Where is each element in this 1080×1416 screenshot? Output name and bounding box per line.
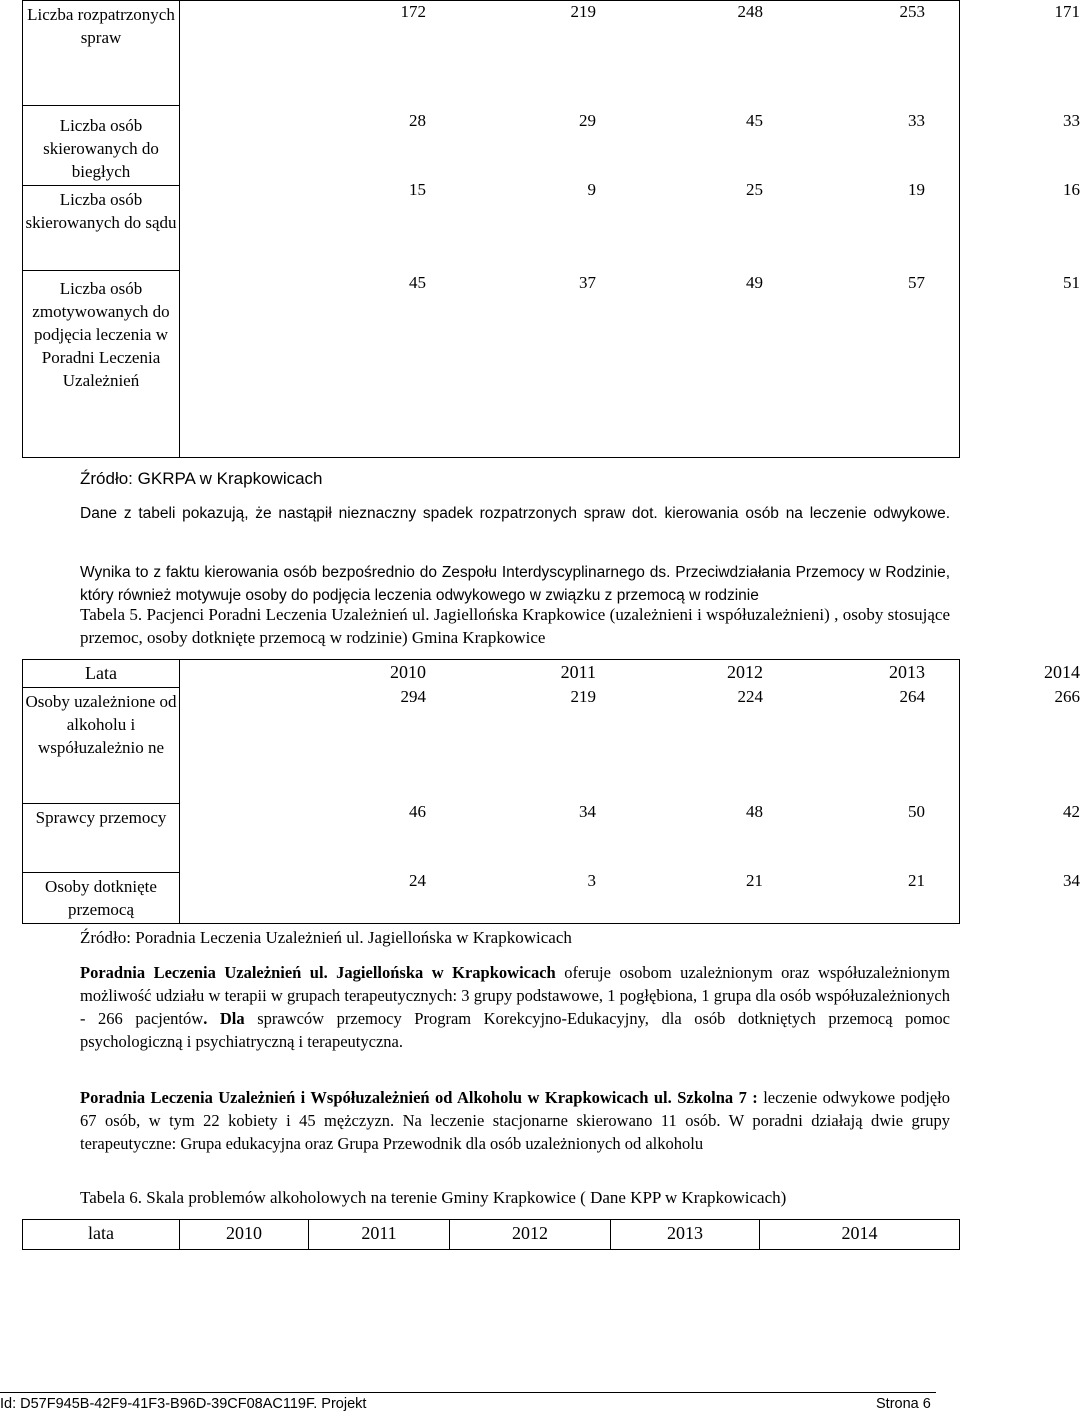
paragraph-clinic-szkolna bbox=[80, 1086, 950, 1155]
cell: 253 bbox=[899, 2, 925, 21]
header-label: lata bbox=[23, 1220, 180, 1250]
cell: 50 bbox=[908, 802, 925, 821]
bold-text: Poradnia Leczenia Uzależnień i Współuzależnień od Alkoholu w Krapkowicach ul. Szkolna 7 : bbox=[80, 1088, 758, 1107]
cell: 19 bbox=[908, 180, 925, 199]
footer-divider bbox=[0, 1392, 936, 1393]
row-label: Osoby uzależnione od alkoholu i współuzależnio ne bbox=[23, 688, 180, 804]
cell: 45 bbox=[746, 111, 763, 130]
bold-text: . Dla bbox=[203, 1009, 245, 1028]
values-area bbox=[180, 1, 1080, 458]
cell: 266 bbox=[1054, 687, 1080, 706]
paragraph-summary: Dane z tabeli pokazują, że nastąpił nieznaczny spadek rozpatrzonych spraw dot. kierowania osób na leczenie odwykowe. bbox=[80, 505, 950, 522]
paragraph-clinic-jagiellonska bbox=[80, 961, 950, 1053]
row-label: Sprawcy przemocy bbox=[23, 804, 180, 873]
table5-caption: Tabela 5. Pacjenci Poradni Leczenia Uzależnień ul. Jagiellońska Krapkowice (uzależnieni i współuzależnieni) , osoby stosujące przemoc, osoby dotknięte przemocą w rodzinie) Gmina Krapkowice bbox=[80, 605, 950, 647]
cell: 24 bbox=[409, 871, 426, 890]
cell: 28 bbox=[409, 111, 426, 130]
year-header: 2014 bbox=[1044, 662, 1080, 682]
cell: 29 bbox=[579, 111, 596, 130]
year-header: 2014 bbox=[760, 1220, 960, 1250]
values-area bbox=[180, 660, 1080, 924]
cell: 219 bbox=[570, 2, 596, 21]
cell: 219 bbox=[570, 687, 596, 706]
cell: 46 bbox=[409, 802, 426, 821]
cell: 248 bbox=[737, 2, 763, 21]
text: leczenie odwykowe podjęło 67 osób, w tym 22 kobiety i 45 mężczyzn. Na leczenie stacjonarne skierowano 11 osób. W poradni działają dwie grupy terapeutyczne: Grupa edukacyjna oraz Grupa Przewodnik dla osób uzależnionych od alkoholu bbox=[80, 1088, 951, 1153]
cell: 25 bbox=[746, 180, 763, 199]
cell: 3 bbox=[587, 871, 596, 890]
cell: 57 bbox=[908, 273, 925, 292]
cell: 42 bbox=[1063, 802, 1080, 821]
year-header: 2010 bbox=[180, 1220, 309, 1250]
year-header: 2010 bbox=[390, 662, 426, 682]
paragraph-explanation bbox=[80, 538, 950, 607]
cell: 51 bbox=[1063, 273, 1080, 292]
table5-source: Źródło: Poradnia Leczenia Uzależnień ul. Jagiellońska w Krapkowicach bbox=[80, 928, 572, 947]
cell: 33 bbox=[1063, 111, 1080, 130]
cell: 264 bbox=[899, 687, 925, 706]
row-label: Osoby dotknięte przemocą bbox=[23, 873, 180, 924]
table-row bbox=[23, 660, 960, 688]
row-label: Liczba rozpatrzonych spraw bbox=[23, 1, 180, 106]
cell: 37 bbox=[579, 273, 596, 292]
cell: 172 bbox=[400, 2, 426, 21]
cell: 34 bbox=[579, 802, 596, 821]
table-row bbox=[23, 1, 960, 106]
year-header: 2013 bbox=[889, 662, 925, 682]
table-clinic-patients bbox=[22, 659, 1080, 924]
row-label: Liczba osób zmotywowanych do podjęcia leczenia w Poradni Leczenia Uzależnień bbox=[23, 271, 180, 458]
cell: 9 bbox=[587, 180, 596, 199]
year-header: 2011 bbox=[560, 662, 596, 682]
text: oferuje osobom uzależnionym oraz współuzależnionym możliwość udziału w terapii w grupach terapeutycznych: 3 grupy podstawowe, 1 pogłębiona, 1 grupa dla osób współuzależnionych - 266 pacjentów bbox=[80, 963, 950, 1028]
footer-document-id: Id: D57F945B-42F9-41F3-B96D-39CF08AC119F. Projekt bbox=[0, 1396, 367, 1412]
row-label: Liczba osób skierowanych do biegłych bbox=[23, 106, 180, 186]
table-alcohol-scale bbox=[22, 1219, 960, 1250]
cell: 224 bbox=[737, 687, 763, 706]
header-label: Lata bbox=[23, 660, 180, 688]
cell: 21 bbox=[908, 871, 925, 890]
text: sprawców przemocy Program Korekcyjno-Edukacyjny, dla osób dotkniętych przemocą pomoc psychologiczną i psychiatryczną i terapeutyczna. bbox=[80, 1009, 951, 1051]
table-row bbox=[23, 1220, 960, 1250]
table-gkrpa-cases bbox=[22, 0, 1080, 458]
cell: 16 bbox=[1063, 180, 1080, 199]
year-header: 2013 bbox=[611, 1220, 760, 1250]
year-header: 2012 bbox=[727, 662, 763, 682]
cell: 15 bbox=[409, 180, 426, 199]
year-header: 2012 bbox=[450, 1220, 611, 1250]
cell: 21 bbox=[746, 871, 763, 890]
cell: 294 bbox=[400, 687, 426, 706]
cell: 34 bbox=[1063, 871, 1080, 890]
year-header: 2011 bbox=[309, 1220, 450, 1250]
cell: 45 bbox=[409, 273, 426, 292]
row-label: Liczba osób skierowanych do sądu bbox=[23, 186, 180, 271]
bold-text: Poradnia Leczenia Uzależnień ul. Jagiellońska w Krapkowicach bbox=[80, 963, 556, 982]
table1-source: Źródło: GKRPA w Krapkowicach bbox=[80, 469, 323, 488]
cell: 49 bbox=[746, 273, 763, 292]
cell: 48 bbox=[746, 802, 763, 821]
table6-caption: Tabela 6. Skala problemów alkoholowych na terenie Gminy Krapkowice ( Dane KPP w Krapkowicach) bbox=[80, 1188, 787, 1207]
cell: 33 bbox=[908, 111, 925, 130]
cell: 171 bbox=[1054, 2, 1080, 21]
paragraph-text: Wynika to z faktu kierowania osób bezpośrednio do Zespołu Interdyscyplinarnego ds. Przeciwdziałania Przemocy w Rodzinie, który również motywuje osoby do podjęcia leczenia odwykowego w związku z przemocą w rodzinie bbox=[80, 564, 950, 604]
footer-page-number: Strona 6 bbox=[876, 1396, 931, 1412]
